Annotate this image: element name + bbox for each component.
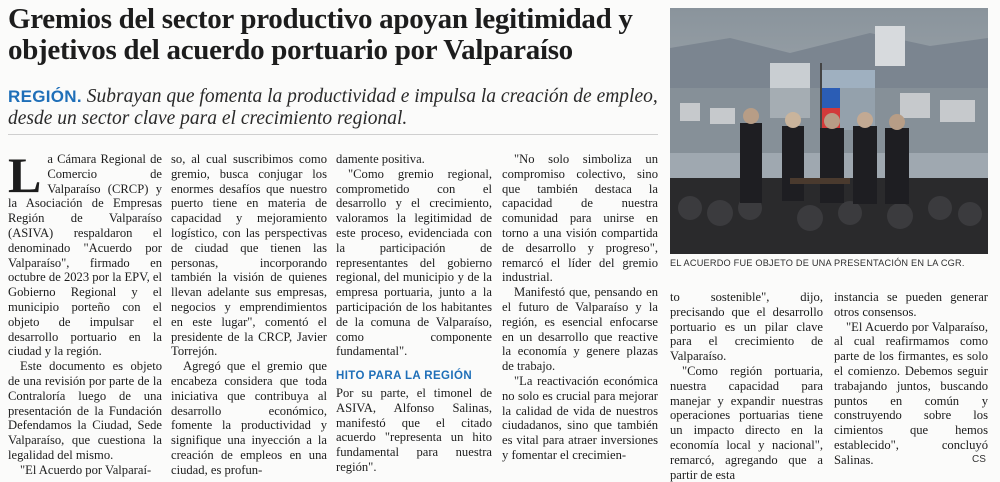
paragraph: Agregó que el gremio que encabeza considera que toda iniciativa que contribuya al desarrollo económico, fomente la productividad y signifique una inyección a la creación de empleos en una ciudad, es profun- [171,359,327,477]
headline: Gremios del sector productivo apoyan legitimidad y objetivos del acuerdo portuario por Valparaíso [8,3,633,66]
paragraph: "Como gremio regional, comprometido con el desarrollo y el crecimiento, valoramos la legitimidad de este proceso, evidenciada con la participación de representantes del gobierno regional, del municipio y de la empresa portuaria, junto a la participación de los habitantes de la comuna de Valparaíso, como componente fundamental". [336,166,492,359]
article-column-1 [8,147,163,478]
ceremony-photo-illustration [670,8,988,254]
lead-paragraph [8,147,163,359]
article-column-4 [502,152,658,463]
paragraph-text: a Cámara Regional de Comercio de Valparaíso (CRCP) y la Asociación de Empresas Región de Valparaíso (ASIVA) respaldaron el denominado "Acuerdo por Valparaíso", firmado en octubre de 2023 por la EPV, el Gobierno Regional y el municipio porteño con el objeto de impulsar el desarrollo portuario en la ciudad y la región. [8,152,163,359]
divider [8,134,658,135]
paragraph: damente positiva. [336,152,425,166]
article-column-2 [171,152,327,478]
photo-caption: EL ACUERDO FUE OBJETO DE UNA PRESENTACIÓN EN LA CGR. [670,258,965,268]
paragraph: "Como región portuaria, nuestra capacidad para manejar y expandir nuestras operaciones portuarias tiene un impacto directo en la economía local y nacional", remarcó, agregando que a partir de esta [670,363,823,482]
paragraph: to sostenible", dijo, precisando que el desarrollo portuario es un pilar clave para el crecimiento de Valparaíso. [670,290,823,364]
end-mark: CS [972,454,986,465]
paragraph: Manifestó que, pensando en el futuro de Valparaíso y la región, es esencial enfocarse en un desarrollo que reactive la economía y genere plazas de trabajo. [502,285,658,374]
article-column-3 [336,152,492,475]
paragraph: "No solo simboliza un compromiso colectivo, sino que también destaca la capacidad de nuestra comunidad para unirse en torno a una visión compartida de desarrollo y progreso", remarcó el líder del gremio industrial. [502,152,658,285]
subsection-heading: HITO PARA LA REGIÓN [336,370,473,383]
paragraph: instancia se pueden generar otros consensos. [834,290,988,319]
subhead-text: Subrayan que fomenta la productividad e impulsa la creación de empleo, desde un sector clave para el crecimiento regional. [8,86,658,129]
paragraph: Este documento es objeto de una revisión por parte de la Contraloría luego de una presentación de la Fundación Defendamos la Ciudad, Sede Valparaíso, que cuestiona la legalidad del mismo. [8,359,162,462]
article-column-6 [834,290,988,468]
paragraph: "La reactivación económica no solo es crucial para mejorar la calidad de vida de nuestros ciudadanos, sino que también es vital para atraer inversiones y fomentar el crecimien- [502,373,658,462]
subhead [8,86,658,130]
paragraph: "El Acuerdo por Valparaí- [20,462,152,477]
news-photo [670,8,988,254]
paragraph: "El Acuerdo por Valparaíso, al cual reafirmamos como parte de los firmantes, es solo el comienzo. Debemos seguir trabajando juntos, buscando puntos en común y construyendo sobre los cimientos que hemos establecido", concluyó Salinas. [834,319,988,467]
article-column-5 [670,290,823,482]
paragraph: so, al cual suscribimos como gremio, busca conjugar los enormes desafíos que nuestro puerto tiene en materia de capacidad y mejoramiento logístico, con las perspectivas de ciudad que tienen las personas, incorporando también la visión de quienes llevan adelante sus empresas, negocios y emprendimientos en este lugar", comentó el presidente de la CRCP, Javier Torrejón. [171,152,327,359]
paragraph: Por su parte, el timonel de ASIVA, Alfonso Salinas, manifestó que el citado acuerdo "representa un hito fundamental para nuestra región". [336,385,492,474]
section-tag: REGIÓN. [8,87,82,106]
drop-cap: L [8,147,42,203]
